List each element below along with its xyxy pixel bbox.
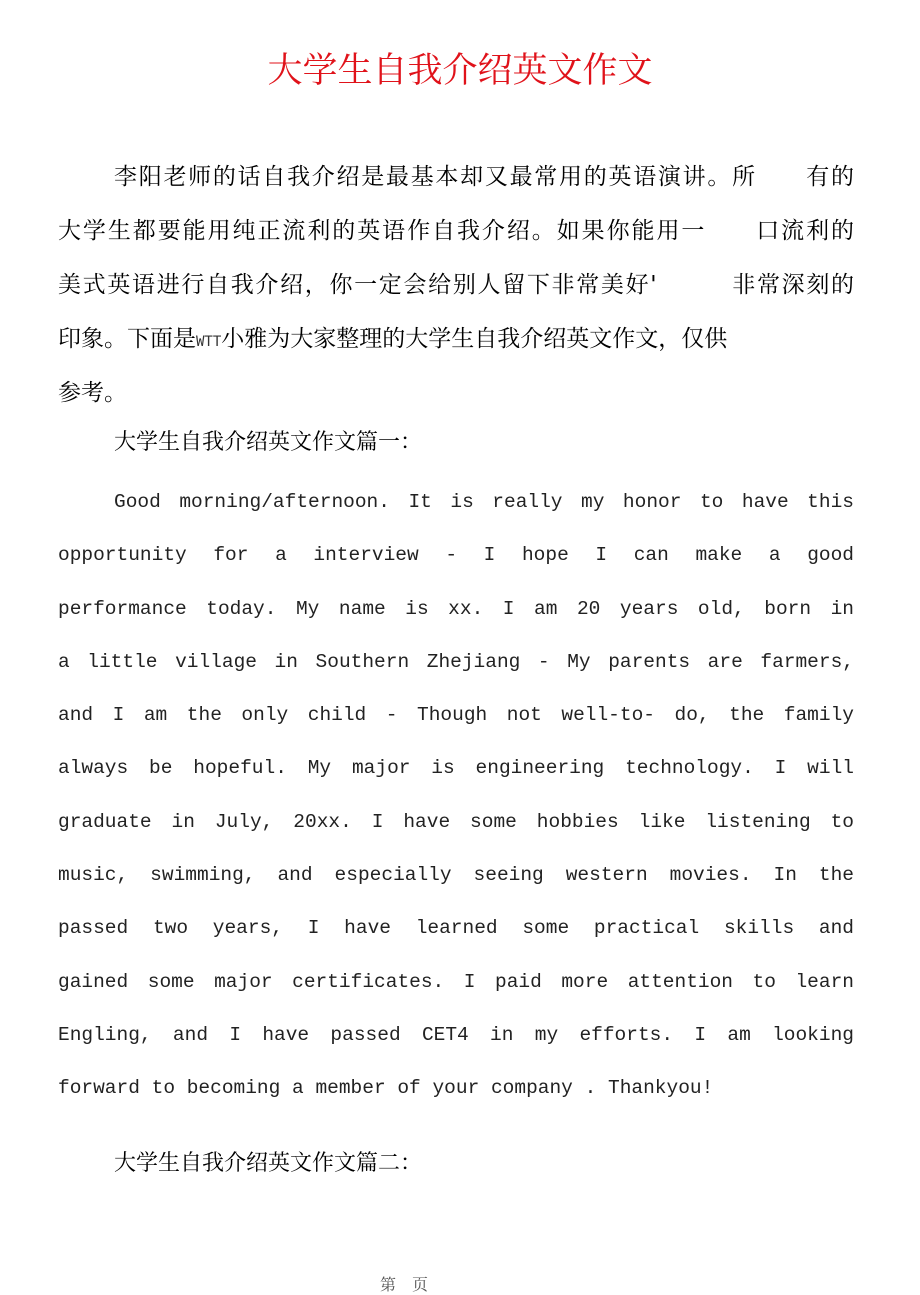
intro-line: 李阳老师的话自我介绍是最基本却又最常用的英语演讲。所 有的: [114, 164, 854, 190]
essay-line: forward to becoming a member of your company . Thankyou!: [58, 1077, 714, 1100]
intro-line: 参考。: [58, 380, 127, 406]
section-heading-2: 大学生自我介绍英文作文篇二：: [114, 1151, 423, 1176]
intro-line-text: 小雅为大家整理的大学生自我介绍英文作文，仅供: [221, 326, 728, 352]
page-title: 大学生自我介绍英文作文: [267, 51, 653, 91]
intro-line-text: 印象。下面是: [58, 326, 196, 352]
essay-paragraph: [58, 476, 854, 1116]
essay-line: always be hopeful. My major is engineering technology. I will: [58, 757, 854, 780]
essay-line: performance today. My name is xx. I am 20 years old, born in: [58, 597, 854, 620]
site-name: WTT: [196, 334, 222, 350]
intro-line: [58, 312, 854, 366]
essay-line: gained some major certificates. I paid more attention to learn: [58, 970, 854, 993]
intro-paragraph: [58, 150, 854, 420]
essay-line: Good morning/afternoon. It is really my honor to have this: [114, 491, 854, 513]
essay-line: and I am the only child - Though not well-to- do, the family: [58, 704, 854, 727]
essay-line: music, swimming, and especially seeing western movies. In the: [58, 864, 854, 887]
essay-line: passed two years, I have learned some practical skills and: [58, 917, 854, 940]
section-heading-1: 大学生自我介绍英文作文篇一：: [114, 430, 423, 455]
essay-line: a little village in Southern Zhejiang - My parents are farmers,: [58, 650, 854, 673]
essay-line: opportunity for a interview - I hope I can make a good: [58, 544, 854, 567]
essay-line: graduate in July, 20xx. I have some hobbies like listening to: [58, 810, 854, 833]
essay-line: Engling, and I have passed CET4 in my efforts. I am looking: [58, 1023, 854, 1046]
page-footer: 第 页: [380, 1275, 429, 1294]
intro-line: 美式英语进行自我介绍，你一定会给别人留下非常美好' 非常深刻的: [58, 272, 854, 298]
intro-line: 大学生都要能用纯正流利的英语作自我介绍。如果你能用一 口流利的: [58, 218, 854, 244]
